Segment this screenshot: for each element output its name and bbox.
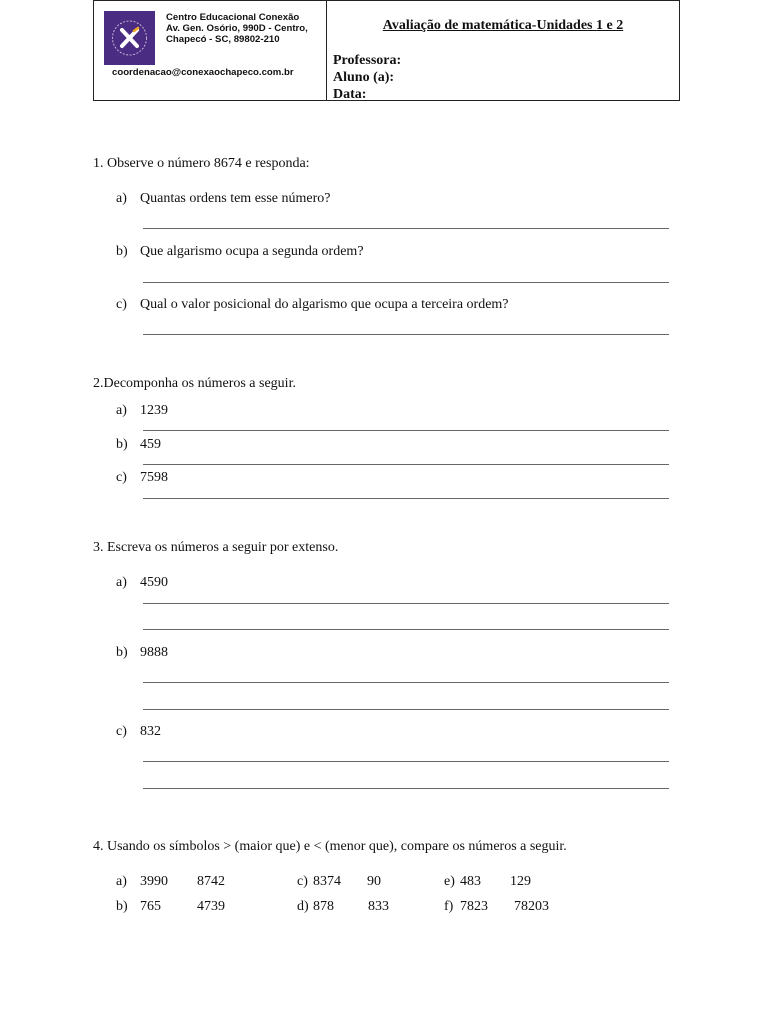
comparison-first-number: 878	[313, 899, 334, 914]
school-email: coordenacao@conexaochapeco.com.br	[112, 67, 294, 78]
comparison-label: a)	[116, 874, 127, 889]
item-label: a)	[116, 403, 127, 418]
comparison-first-number: 3990	[140, 874, 168, 889]
item-label: c)	[116, 297, 127, 312]
answer-line[interactable]	[143, 282, 669, 283]
item-text: 459	[140, 437, 161, 452]
answer-line[interactable]	[143, 682, 669, 683]
school-address-line2: Chapecó - SC, 89802-210	[166, 34, 280, 45]
question-1-item-a	[116, 191, 331, 207]
student-label: Aluno (a):	[333, 70, 395, 85]
answer-line[interactable]	[143, 629, 669, 630]
comparison-label: f)	[444, 899, 454, 914]
item-label: c)	[116, 724, 127, 739]
item-label: a)	[116, 575, 127, 590]
answer-line[interactable]	[143, 761, 669, 762]
question-2-title: 2.Decomponha os números a seguir.	[93, 376, 296, 391]
answer-line[interactable]	[143, 498, 669, 499]
comparison-label: b)	[116, 899, 128, 914]
item-label: b)	[116, 437, 128, 452]
question-1-item-c	[116, 297, 509, 313]
school-details	[166, 12, 308, 45]
item-label: c)	[116, 470, 127, 485]
answer-line[interactable]	[143, 430, 669, 431]
question-2-item-b	[116, 437, 161, 453]
question-3-title: 3. Escreva os números a seguir por extenso.	[93, 540, 339, 555]
exam-fields	[333, 52, 401, 103]
item-text: 9888	[140, 645, 168, 660]
school-info-cell	[94, 1, 327, 100]
answer-line[interactable]	[143, 603, 669, 604]
exam-title: Avaliação de matemática-Unidades 1 e 2	[382, 18, 624, 33]
item-label: b)	[116, 645, 128, 660]
answer-line[interactable]	[143, 334, 669, 335]
school-name: Centro Educacional Conexão	[166, 12, 300, 23]
item-text: Qual o valor posicional do algarismo que ocupa a terceira ordem?	[140, 297, 509, 312]
comparison-label: e)	[444, 874, 455, 889]
comparison-first-number: 765	[140, 899, 161, 914]
comparison-second-number: 8742	[197, 874, 225, 889]
school-address-line1: Av. Gen. Osório, 990D - Centro,	[166, 23, 308, 34]
item-label: b)	[116, 244, 128, 259]
item-text: 1239	[140, 403, 168, 418]
question-1-item-b	[116, 244, 364, 260]
exam-info-cell	[327, 1, 679, 100]
conexao-logo-icon	[104, 11, 155, 65]
comparison-second-number: 90	[367, 874, 381, 889]
comparison-first-number: 483	[460, 874, 481, 889]
item-text: 7598	[140, 470, 168, 485]
comparison-label: d)	[297, 899, 309, 914]
comparison-second-number: 4739	[197, 899, 225, 914]
comparison-second-number: 129	[510, 874, 531, 889]
question-1-title: 1. Observe o número 8674 e responda:	[93, 156, 310, 171]
answer-line[interactable]	[143, 788, 669, 789]
item-label: a)	[116, 191, 127, 206]
item-text: 832	[140, 724, 161, 739]
question-2-item-c	[116, 470, 168, 486]
question-2-item-a	[116, 403, 168, 419]
question-4-title: 4. Usando os símbolos > (maior que) e < (menor que), compare os números a seguir.	[93, 839, 567, 854]
date-label: Data:	[333, 87, 367, 102]
question-3-item-c	[116, 724, 161, 740]
comparison-first-number: 7823	[460, 899, 488, 914]
item-text: 4590	[140, 575, 168, 590]
item-text: Que algarismo ocupa a segunda ordem?	[140, 244, 364, 259]
comparison-label: c)	[297, 874, 308, 889]
exam-header	[93, 0, 680, 101]
answer-line[interactable]	[143, 464, 669, 465]
item-text: Quantas ordens tem esse número?	[140, 191, 331, 206]
school-logo	[104, 11, 155, 65]
question-3-item-a	[116, 575, 168, 591]
answer-line[interactable]	[143, 709, 669, 710]
comparison-second-number: 833	[368, 899, 389, 914]
question-3-item-b	[116, 645, 168, 661]
teacher-label: Professora:	[333, 53, 402, 68]
comparison-first-number: 8374	[313, 874, 341, 889]
comparison-second-number: 78203	[514, 899, 549, 914]
answer-line[interactable]	[143, 228, 669, 229]
